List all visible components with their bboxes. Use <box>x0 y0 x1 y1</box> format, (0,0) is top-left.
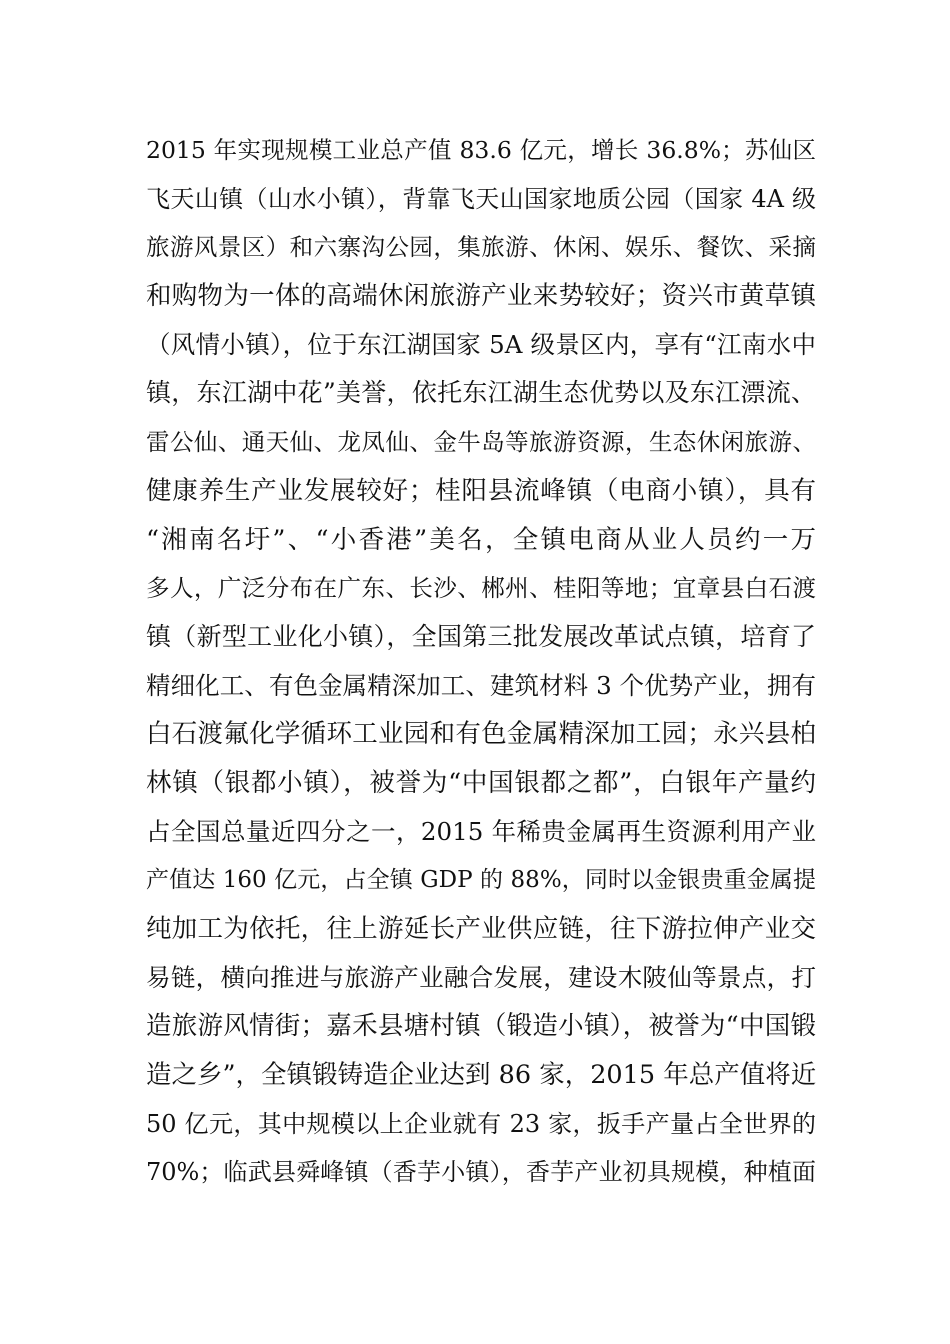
text-line: 白石渡氟化学循环工业园和有色金属精深加工园；永兴县柏 <box>146 719 816 750</box>
text-line: 70%；临武县舜峰镇（香芋小镇），香芋产业初具规模，种植面 <box>146 1158 816 1187</box>
text-line: 林镇（银都小镇），被誉为“中国银都之都”，白银年产量约 <box>146 767 816 798</box>
text-line: 占全国总量近四分之一，2015 年稀贵金属再生资源利用产业 <box>146 816 816 846</box>
text-line: 纯加工为依托，往上游延长产业供应链，往下游拉伸产业交 <box>146 914 816 944</box>
text-line: 旅游风景区）和六寨沟公园，集旅游、休闲、娱乐、餐饮、采摘 <box>146 233 816 262</box>
text-line: 50 亿元，其中规模以上企业就有 23 家，扳手产量占全世界的 <box>146 1109 816 1138</box>
text-line: 镇，东江湖中花”美誉，依托东江湖生态优势以及东江漂流、 <box>146 378 816 408</box>
text-line: 2015 年实现规模工业总产值 83.6 亿元，增长 36.8%；苏仙区 <box>146 136 816 164</box>
text-line: 精细化工、有色金属精深加工、建筑材料 3 个优势产业，拥有 <box>146 670 816 700</box>
text-line: 飞天山镇（山水小镇），背靠飞天山国家地质公园（国家 4A 级 <box>146 184 816 213</box>
text-line: 健康养生产业发展较好；桂阳县流峰镇（电商小镇），具有 <box>146 475 816 506</box>
text-line: “湘南名圩”、“小香港”美名，全镇电商从业人员约一万 <box>146 524 816 555</box>
text-line: 易链，横向推进与旅游产业融合发展，建设木陂仙等景点，打 <box>146 962 816 992</box>
text-line: 和购物为一体的高端休闲旅游产业来势较好；资兴市黄草镇 <box>146 281 816 312</box>
text-line: 造之乡”，全镇锻铸造企业达到 86 家，2015 年总产值将近 <box>146 1060 817 1091</box>
text-line: 雷公仙、通天仙、龙凤仙、金牛岛等旅游资源，生态休闲旅游、 <box>146 428 816 457</box>
body-paragraph <box>146 126 816 1197</box>
text-line: （风情小镇），位于东江湖国家 5A 级景区内，享有“江南水中 <box>146 329 816 359</box>
text-line: 镇（新型工业化小镇），全国第三批发展改革试点镇，培育了 <box>146 621 816 651</box>
text-line: 多人，广泛分布在广东、长沙、郴州、桂阳等地；宜章县白石渡 <box>146 574 816 603</box>
text-line: 产值达 160 亿元，占全镇 GDP 的 88%，同时以金银贵重金属提 <box>146 867 816 894</box>
text-line: 造旅游风情街；嘉禾县塘村镇（锻造小镇），被誉为“中国锻 <box>146 1011 816 1042</box>
